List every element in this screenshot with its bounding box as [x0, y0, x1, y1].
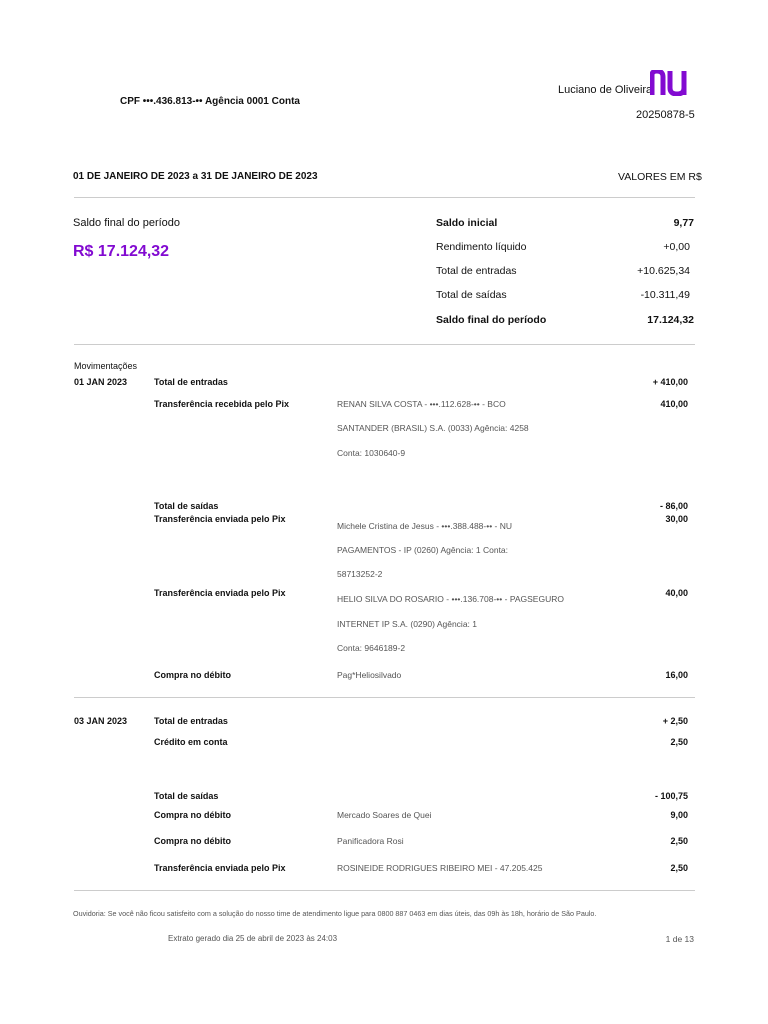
tx-desc: Michele Cristina de Jesus - •••.388.488-•• - NU	[337, 521, 513, 531]
entradas-label: Total de entradas	[154, 377, 228, 387]
tx-desc: Panificadora Rosi	[337, 836, 404, 846]
tx-desc: Pag*Heliosilvado	[337, 670, 402, 680]
tx-desc: RENAN SILVA COSTA - •••.112.628-•• - BCO	[337, 399, 506, 409]
day-date: 01 JAN 2023	[74, 377, 128, 387]
cpf-line: CPF •••.436.813-•• Agência 0001 Conta	[120, 96, 300, 107]
tx-type: Crédito em conta	[154, 737, 228, 747]
tx-type: Transferência recebida pelo Pix	[154, 399, 290, 409]
tx-type: Transferência enviada pelo Pix	[154, 863, 286, 873]
tx-value: 2,50	[670, 863, 688, 873]
day-date: 03 JAN 2023	[74, 716, 128, 726]
summary-value-out: -10.311,49	[640, 289, 690, 301]
tx-value: 2,50	[670, 737, 688, 747]
tx-desc: ROSINEIDE RODRIGUES RIBEIRO MEI - 47.205.425	[337, 863, 543, 873]
generated-note: Extrato gerado dia 25 de abril de 2023 às 24:03	[168, 934, 338, 943]
summary-value-final: 17.124,32	[647, 314, 694, 326]
period-range: 01 DE JANEIRO DE 2023 a 31 DE JANEIRO DE 2023	[73, 171, 318, 182]
summary-value-yield: +0,00	[663, 241, 690, 253]
divider	[74, 344, 695, 345]
currency-note: VALORES EM R$	[618, 171, 702, 183]
summary-label-initial: Saldo inicial	[436, 217, 498, 229]
tx-value: 40,00	[665, 588, 688, 598]
saidas-value: - 86,00	[659, 501, 688, 511]
tx-desc: Conta: 1030640-9	[337, 448, 406, 458]
tx-desc: 58713252-2	[337, 569, 383, 579]
tx-desc: HELIO SILVA DO ROSARIO - •••.136.708-•• - PAGSEGURO	[337, 594, 564, 604]
saidas-label: Total de saídas	[154, 501, 219, 511]
divider	[74, 890, 695, 891]
tx-type: Compra no débito	[154, 670, 231, 680]
saidas-label: Total de saídas	[154, 791, 219, 801]
tx-value: 9,00	[670, 810, 688, 820]
tx-desc: Mercado Soares de Quei	[337, 810, 432, 820]
tx-value: 2,50	[670, 836, 688, 846]
summary-value-initial: 9,77	[673, 217, 694, 229]
page-number: 1 de 13	[665, 934, 694, 944]
summary-label-yield: Rendimento líquido	[436, 241, 527, 253]
tx-value: 16,00	[665, 670, 688, 680]
tx-desc: PAGAMENTOS - IP (0260) Agência: 1 Conta:	[337, 545, 509, 555]
tx-desc: INTERNET IP S.A. (0290) Agência: 1	[337, 619, 478, 629]
tx-desc: SANTANDER (BRASIL) S.A. (0033) Agência: 4258	[337, 423, 529, 433]
summary-label-in: Total de entradas	[436, 265, 517, 277]
final-balance-label: Saldo final do período	[73, 217, 181, 229]
entradas-value: + 2,50	[662, 716, 688, 726]
tx-desc: Conta: 9646189-2	[337, 643, 406, 653]
movements-title: Movimentações	[74, 361, 138, 371]
entradas-value: + 410,00	[652, 377, 688, 387]
summary-label-final: Saldo final do período	[436, 314, 547, 326]
final-balance-value: R$ 17.124,32	[73, 243, 170, 260]
client-name: Luciano de Oliveira	[558, 84, 653, 96]
ouvidoria-note: Ouvidoria: Se você não ficou satisfeito com a solução do nosso time de atendimento ligue para 0800 887 0463 em dias úteis, das 09h às 18h, horário de São Paulo.	[73, 909, 597, 918]
summary-label-out: Total de saídas	[436, 289, 507, 301]
nubank-logo-icon	[650, 70, 696, 96]
saidas-value: - 100,75	[654, 791, 688, 801]
tx-type: Transferência enviada pelo Pix	[154, 588, 286, 598]
tx-type: Compra no débito	[154, 810, 231, 820]
account-number: 20250878-5	[636, 109, 695, 121]
tx-value: 410,00	[660, 399, 688, 409]
tx-type: Compra no débito	[154, 836, 231, 846]
summary-value-in: +10.625,34	[637, 265, 690, 277]
divider	[74, 197, 695, 198]
divider	[74, 697, 695, 698]
tx-type: Transferência enviada pelo Pix	[154, 514, 286, 524]
entradas-label: Total de entradas	[154, 716, 228, 726]
tx-value: 30,00	[665, 514, 688, 524]
